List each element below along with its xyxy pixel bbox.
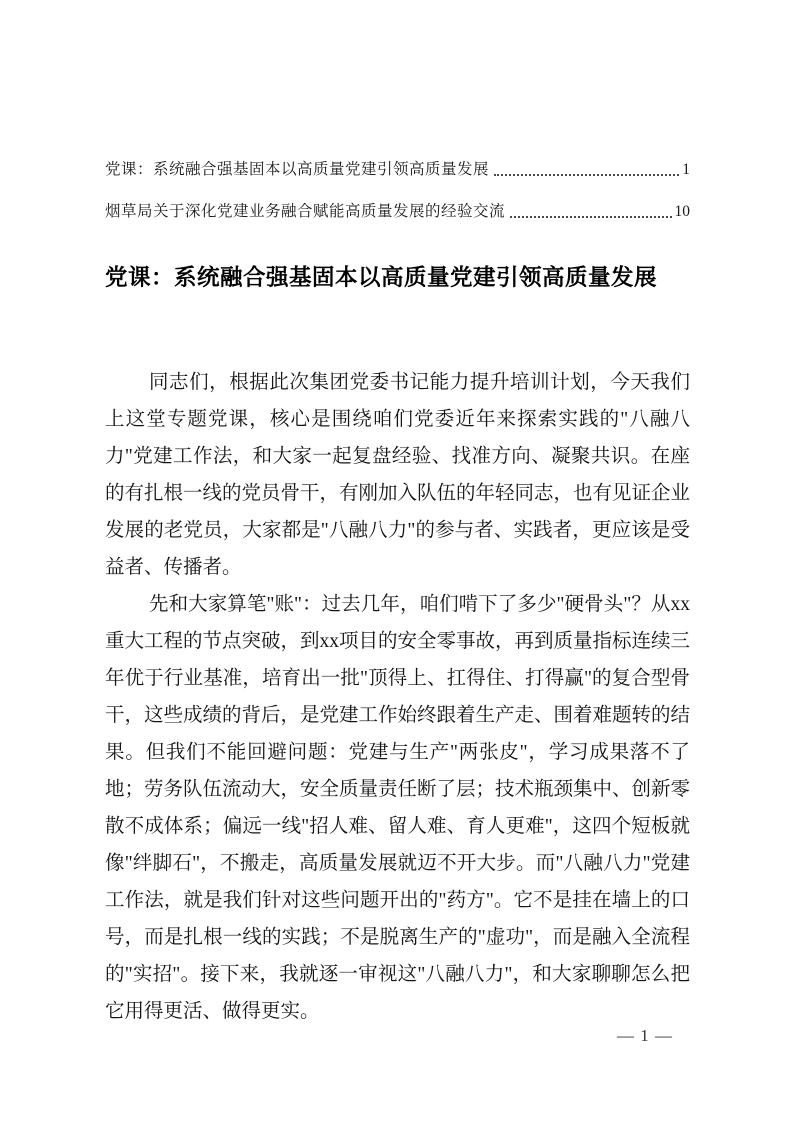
toc-page-number: 1 [682, 161, 690, 178]
toc-entry-title: 党课：系统融合强基固本以高质量党建引领高质量发展 [105, 161, 490, 178]
toc-dot-leader [510, 216, 671, 218]
page-number: — 1 — [617, 1026, 673, 1045]
toc-entry-2[interactable] [105, 202, 690, 222]
toc-page-number: 10 [674, 203, 690, 220]
table-of-contents [105, 160, 690, 222]
toc-entry-1[interactable] [105, 160, 690, 180]
paragraph-1: 同志们，根据此次集团党委书记能力提升培训计划，今天我们上这堂专题党课，核心是围绕咱们党委近年来探索实践的"八融八力"党建工作法，和大家一起复盘经验、找准方向、凝聚共识。在座的有扎根一线的党员骨干，有刚加入队伍的年轻同志，也有见证企业发展的老党员，大家都是"八融八力"的参与者、实践者，更应该是受益者、传播者。 [105, 372, 691, 578]
toc-dot-leader [494, 174, 679, 176]
paragraph-2: 先和大家算笔"账"：过去几年，咱们啃下了多少"硬骨头"？从xx重大工程的节点突破，到xx项目的安全零事故，再到质量指标连续三年优于行业基准，培育出一批"顶得上、扛得住、打得赢"的复合型骨干，这些成绩的背后，是党建工作始终跟着生产走、围着难题转的结果。但我们不能回避问题：党建与生产"两张皮"，学习成果落不了地；劳务队伍流动大，安全质量责任断了层；技术瓶颈集中、创新零散不成体系；偏远一线"招人难、留人难、育人更难"，这四个短板就像"绊脚石"，不搬走，高质量发展就迈不开大步。而"八融八力"党建工作法，就是我们针对这些问题开出的"药方"。它不是挂在墙上的口号，而是扎根一线的实践；不是脱离生产的"虚功"，而是融入全流程的"实招"。接下来，我就逐一审视这"八融八力"，和大家聊聊怎么把它用得更活、做得更实。 [105, 594, 691, 1022]
document-title: 党课：系统融合强基固本以高质量党建引领高质量发展 [105, 265, 658, 290]
toc-entry-title: 烟草局关于深化党建业务融合赋能高质量发展的经验交流 [105, 203, 506, 220]
